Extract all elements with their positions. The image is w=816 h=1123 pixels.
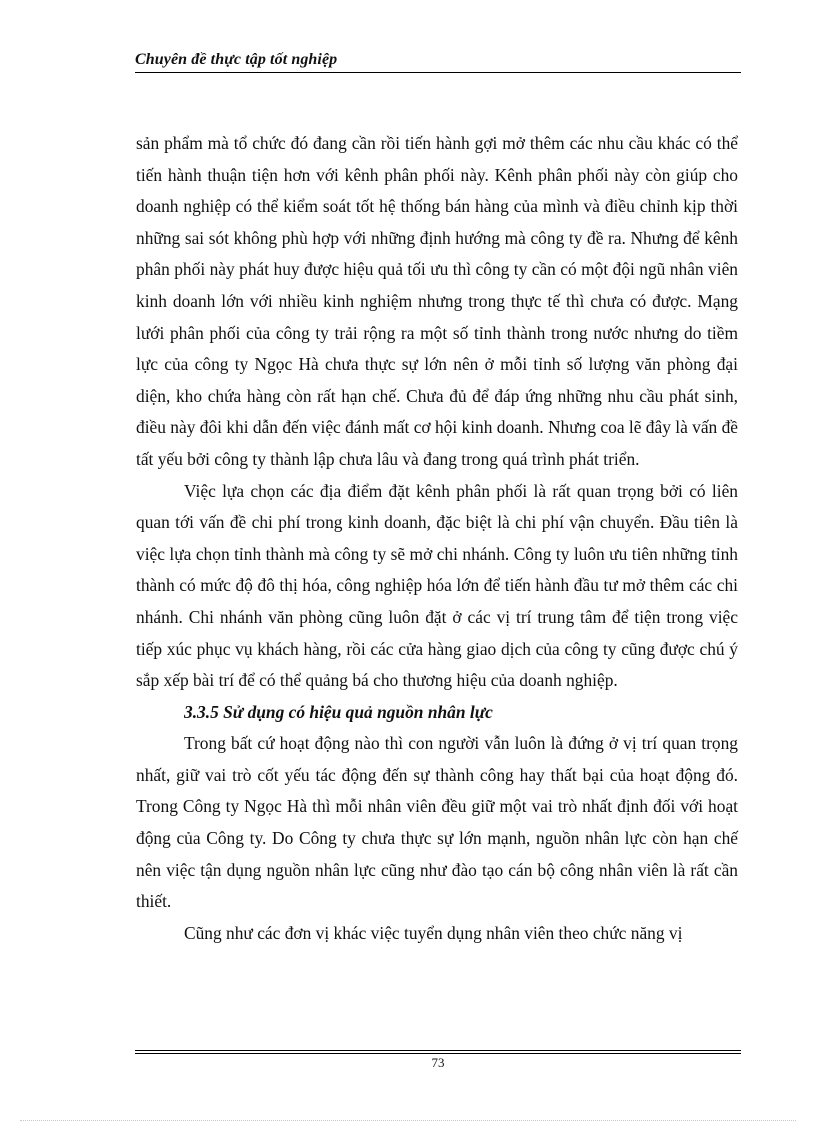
- page-number: 73: [431, 1055, 445, 1070]
- document-body: [136, 128, 738, 949]
- section-heading: 3.3.5 Sử dụng có hiệu quả nguồn nhân lực: [184, 701, 493, 722]
- header-title: Chuyên đề thực tập tốt nghiệp: [135, 51, 338, 68]
- footer-rule-top: [135, 1050, 741, 1051]
- page-header: [135, 48, 741, 73]
- paragraph-3: Trong bất cứ hoạt động nào thì con người vẫn luôn là đứng ở vị trí quan trọng nhất, giữ vai trò cốt yếu tác động đến sự thành công hay thất bại của hoạt động đó. Trong Công ty Ngọc Hà thì mỗi nhân viên đều giữ một vai trò nhất định đối với hoạt động của Công ty. Do Công ty chưa thực sự lớn mạnh, nguồn nhân lực còn hạn chế nên việc tận dụng nguồn nhân lực cũng như đào tạo cán bộ công nhân viên là rất cần thiết.: [136, 733, 738, 912]
- paragraph-2: Việc lựa chọn các địa điểm đặt kênh phân phối là rất quan trọng bởi có liên quan tới vấn đề chi phí trong kinh doanh, đặc biệt là chi phí vận chuyển. Đầu tiên là việc lựa chọn tỉnh thành mà công ty sẽ mở chi nhánh. Công ty luôn ưu tiên những tỉnh thành có mức độ đô thị hóa, công nghiệp hóa lớn để tiến hành đầu tư mở thêm các chi nhánh. Chi nhánh văn phòng cũng luôn đặt ở các vị trí trung tâm để tiện trong việc tiếp xúc phục vụ khách hàng, rồi các cửa hàng giao dịch của công ty cũng được chú ý sắp xếp bài trí để có thể quảng bá cho thương hiệu của doanh nghiệp.: [136, 480, 738, 691]
- paragraph-4: Cũng như các đơn vị khác việc tuyển dụng nhân viên theo chức năng vị: [184, 922, 683, 943]
- footer-rule-bottom: [135, 1053, 741, 1054]
- page-bottom-divider: [20, 1120, 796, 1121]
- paragraph-1: sản phẩm mà tổ chức đó đang cần rồi tiến hành gợi mở thêm các nhu cầu khác có thể tiến hành thuận tiện hơn với kênh phân phối này. Kênh phân phối này còn giúp cho doanh nghiệp có thể kiểm soát tốt hệ thống bán hàng của mình và điều chỉnh kịp thời những sai sót không phù hợp với những định hướng mà công ty đề ra. Nhưng để kênh phân phối này phát huy được hiệu quả tối ưu thì công ty cần có một đội ngũ nhân viên kinh doanh lớn với nhiều kinh nghiệm nhưng trong thực tế thì chưa có được. Mạng lưới phân phối của công ty trải rộng ra một số tỉnh thành trong nước nhưng do tiềm lực của công ty Ngọc Hà chưa thực sự lớn nên ở mỗi tỉnh số lượng văn phòng đại diện, kho chứa hàng còn rất hạn chế. Chưa đủ để đáp ứng những nhu cầu phát sinh, điều này đôi khi dẫn đến việc đánh mất cơ hội kinh doanh. Nhưng coa lẽ đây là vấn đề tất yếu bởi công ty thành lập chưa lâu và đang trong quá trình phát triển.: [136, 133, 739, 469]
